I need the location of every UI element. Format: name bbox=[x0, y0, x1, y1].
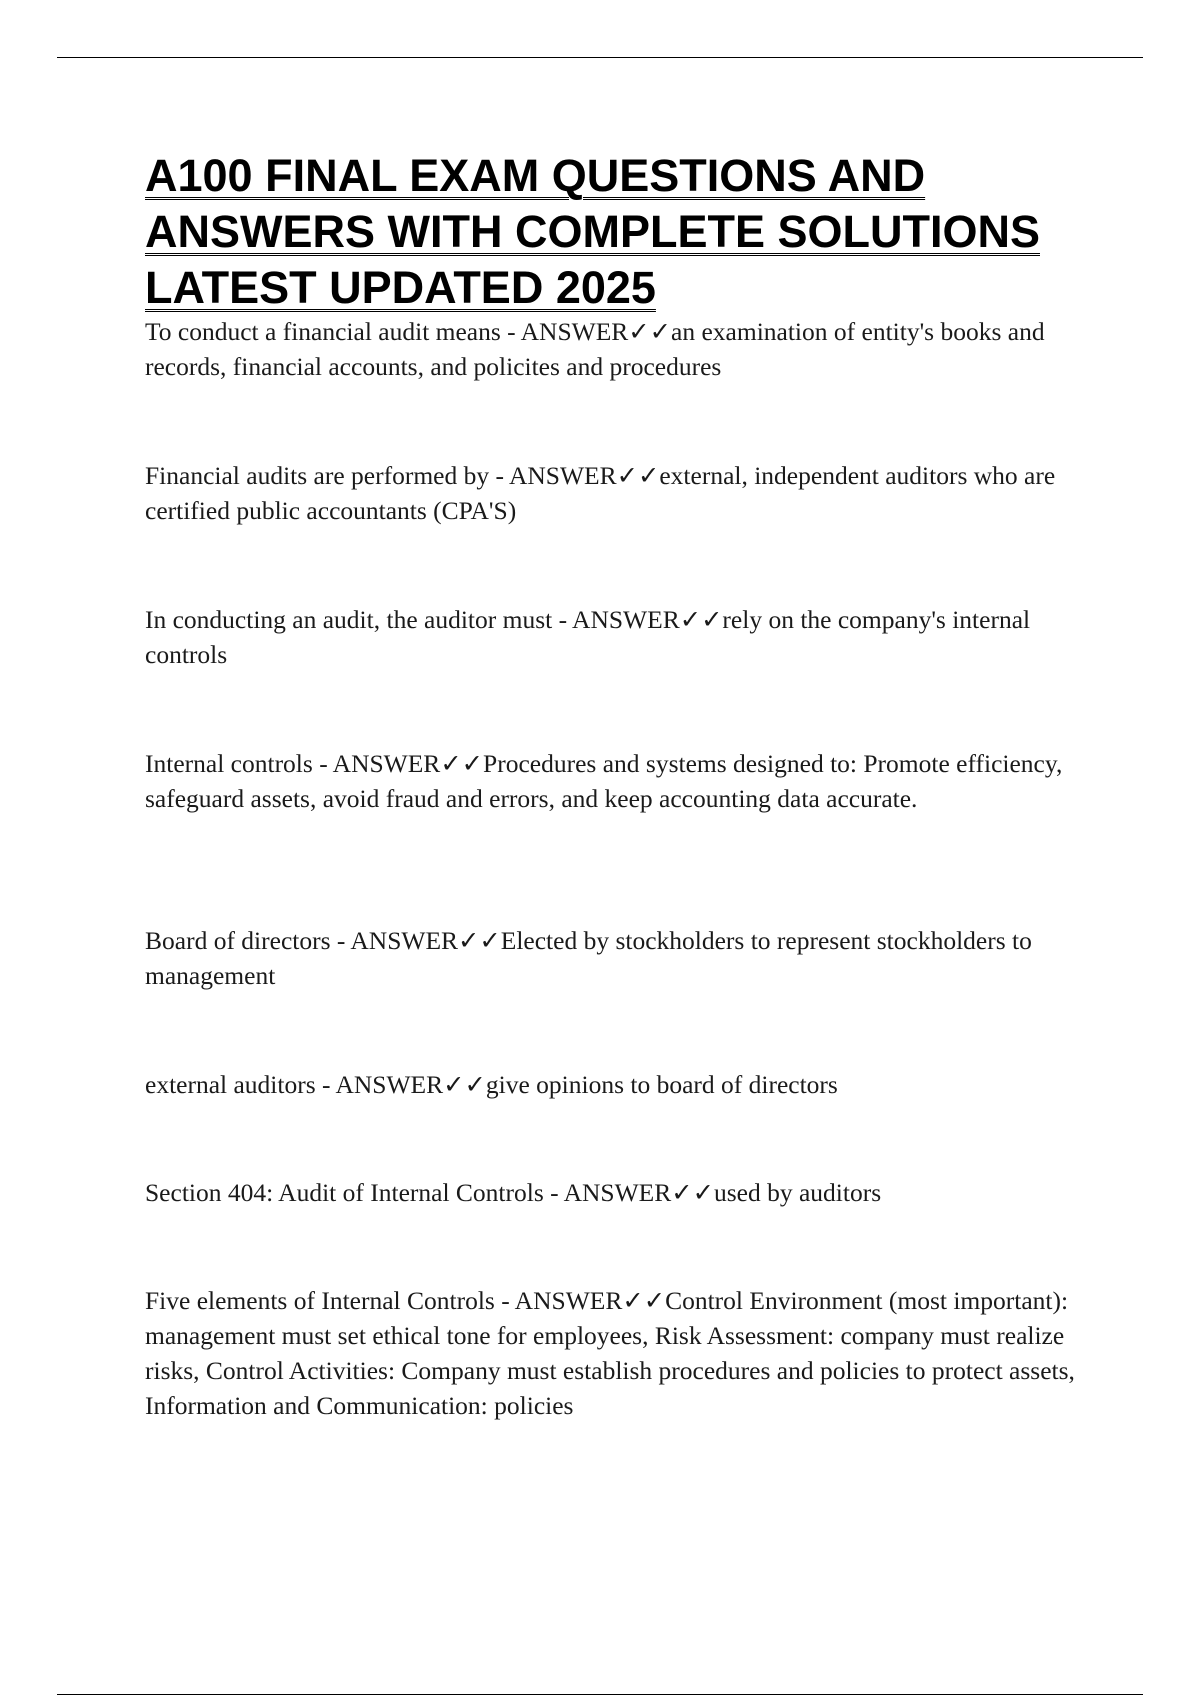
qa-entry: Board of directors - ANSWER✓✓Elected by stockholders to represent stockholders to management bbox=[145, 926, 1032, 990]
qa-entry: Section 404: Audit of Internal Controls - ANSWER✓✓used by auditors bbox=[145, 1178, 882, 1207]
qa-entry: To conduct a financial audit means - ANSWER✓✓an examination of entity's books and records, financial accounts, and policites and procedures bbox=[145, 317, 1045, 381]
qa-entry: Internal controls - ANSWER✓✓Procedures and systems designed to: Promote efficiency, safeguard assets, avoid fraud and errors, and keep accounting data accurate. bbox=[145, 749, 1063, 813]
qa-entry: Financial audits are performed by - ANSWER✓✓external, independent auditors who are certified public accountants (CPA'S) bbox=[145, 461, 1056, 525]
qa-entry: Five elements of Internal Controls - ANSWER✓✓Control Environment (most important): management must set ethical tone for employees, Risk Assessment: company must realize risks, Control Activities: Company must establish procedures and policies to protect assets, Information and Communication: policies bbox=[145, 1286, 1075, 1420]
document-title: A100 FINAL EXAM QUESTIONS AND ANSWERS WITH COMPLETE SOLUTIONS LATEST UPDATED 2025 bbox=[145, 150, 1040, 313]
header-rule bbox=[57, 57, 1143, 58]
qa-entry: In conducting an audit, the auditor must - ANSWER✓✓rely on the company's internal controls bbox=[145, 605, 1031, 669]
qa-entry: external auditors - ANSWER✓✓give opinions to board of directors bbox=[145, 1070, 838, 1099]
footer-rule bbox=[57, 1694, 1143, 1695]
